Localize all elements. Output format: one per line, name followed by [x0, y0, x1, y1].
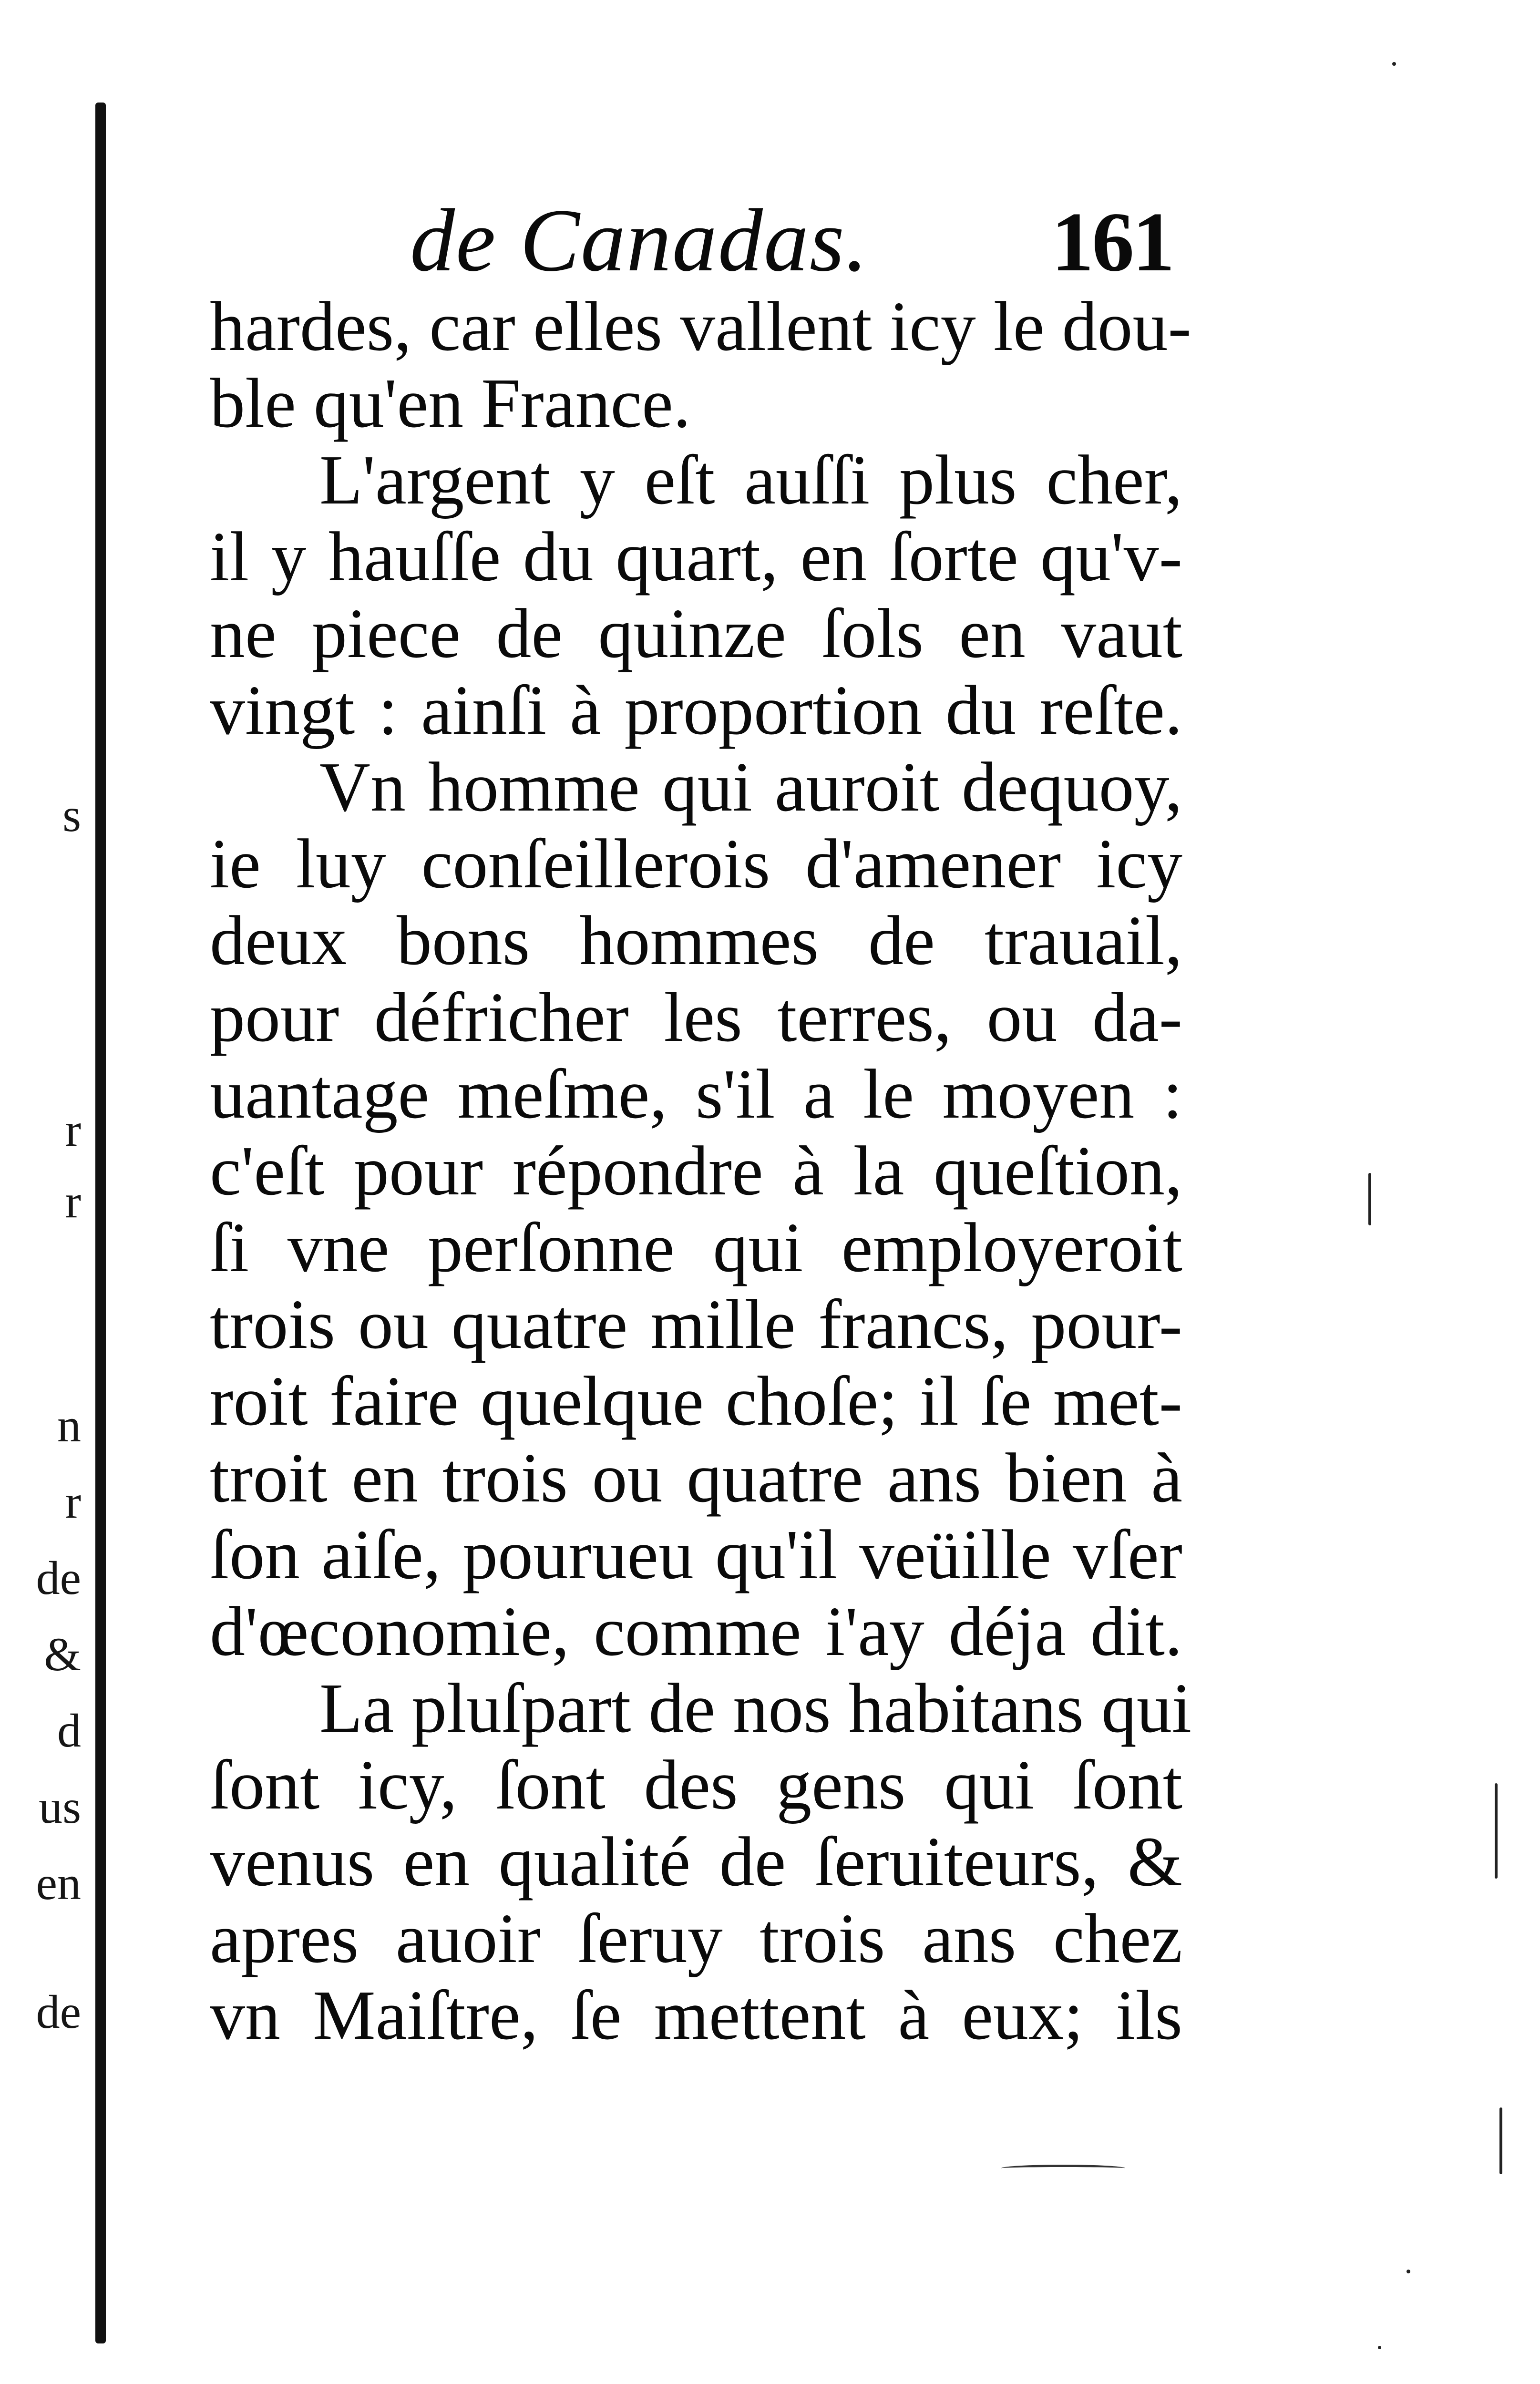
text-line: venus en qualité de ſeruiteurs, &	[210, 1823, 1182, 1901]
scan-speck	[1495, 1783, 1498, 1879]
text-line: apres auoir ſeruy trois ans chez	[210, 1900, 1182, 1978]
scan-speck	[1378, 2346, 1381, 2349]
text-line: il y hauſſe du quart, en ſorte qu'v-	[210, 518, 1182, 596]
text-line: L'argent y eſt auſſi plus cher,	[319, 441, 1182, 519]
text-line: ſon aiſe, pourueu qu'il veüille vſer	[210, 1516, 1182, 1594]
text-line: troit en trois ou quatre ans bien à	[210, 1439, 1182, 1517]
bleed-glyph: r	[65, 1178, 81, 1225]
running-title: de Canadas.	[410, 190, 869, 290]
scan-speck	[1392, 62, 1396, 66]
text-line: vingt : ainſi à proportion du reſte.	[210, 671, 1182, 750]
scan-speck	[1368, 1173, 1371, 1225]
bleed-glyph: de	[36, 1554, 81, 1602]
bleed-glyph: r	[65, 1478, 81, 1526]
scan-speck	[1499, 2107, 1502, 2174]
bleed-glyph: r	[65, 1106, 81, 1154]
text-line: vn Maiſtre, ſe mettent à eux; ils	[210, 1976, 1182, 2055]
bleed-glyph: s	[62, 791, 81, 839]
text-line: hardes, car elles vallent icy le dou-	[210, 288, 1191, 366]
text-line: ie luy conſeillerois d'amener icy	[210, 825, 1182, 903]
bleed-glyph: en	[36, 1860, 81, 1907]
bleed-glyph: &	[44, 1631, 81, 1678]
bleed-glyph: de	[36, 1988, 81, 2036]
page-number: 161	[1051, 195, 1173, 289]
binding-line	[95, 103, 106, 2343]
text-line: ſi vne perſonne qui employeroit	[210, 1209, 1182, 1287]
text-line: Vn homme qui auroit dequoy,	[319, 748, 1182, 826]
text-line: uantage meſme, s'il a le moyen :	[210, 1055, 1182, 1133]
text-line: ſont icy, ſont des gens qui ſont	[210, 1746, 1182, 1824]
running-head	[410, 188, 1173, 303]
previous-page-bleed-through	[0, 381, 81, 2098]
bleed-glyph: us	[39, 1783, 81, 1831]
scan-mark	[1001, 2165, 1125, 2172]
body-text	[210, 288, 1192, 2055]
scan-specks	[1349, 0, 1540, 2384]
text-line: ble qu'en France.	[210, 364, 691, 442]
text-line: pour défricher les terres, ou da-	[210, 978, 1182, 1057]
text-line: deux bons hommes de trauail,	[210, 902, 1182, 980]
text-line: ne piece de quinze ſols en vaut	[210, 595, 1182, 673]
text-line: c'eſt pour répondre à la queſtion,	[210, 1132, 1182, 1210]
text-line: La pluſpart de nos habitans qui	[319, 1669, 1192, 1747]
text-line: roit faire quelque choſe; il ſe met-	[210, 1362, 1182, 1440]
bleed-glyph: d	[57, 1707, 81, 1755]
scan-speck	[1407, 2270, 1410, 2273]
text-line: d'œconomie, comme i'ay déja dit.	[210, 1593, 1182, 1671]
text-line: trois ou quatre mille francs, pour-	[210, 1285, 1182, 1364]
bleed-glyph: n	[57, 1402, 81, 1449]
